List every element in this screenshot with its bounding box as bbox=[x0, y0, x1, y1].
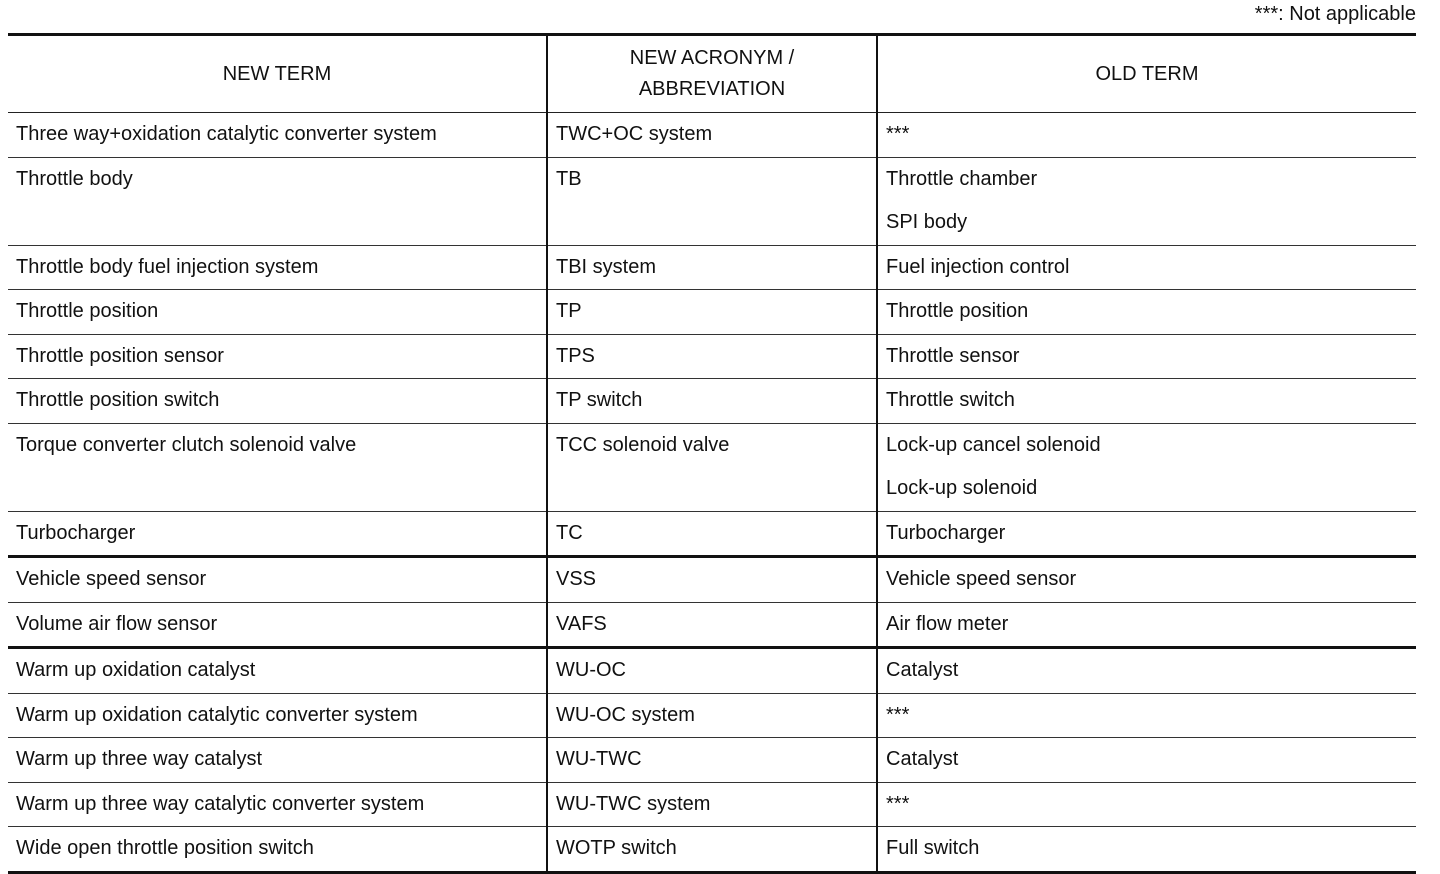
new-term-cell: Turbocharger bbox=[8, 511, 547, 557]
table-row bbox=[8, 511, 1416, 557]
acronym-cell: TWC+OC system bbox=[547, 113, 877, 158]
old-term-cell bbox=[877, 511, 1416, 557]
old-term-entry: Throttle position bbox=[886, 300, 1029, 322]
old-term-entry: *** bbox=[886, 703, 910, 726]
new-term-cell: Warm up three way catalyst bbox=[8, 738, 547, 783]
terms-table bbox=[8, 33, 1416, 874]
acronym-cell: VAFS bbox=[547, 602, 877, 648]
table-row bbox=[8, 827, 1416, 873]
old-term-entry: Catalyst bbox=[886, 748, 959, 770]
acronym-cell: WU-TWC system bbox=[547, 782, 877, 827]
header-acronym-line1: NEW ACRONYM / bbox=[629, 47, 795, 69]
old-term-entry: Vehicle speed sensor bbox=[886, 568, 1077, 590]
new-term-cell: Throttle position bbox=[8, 290, 547, 335]
old-term-entry: Lock-up solenoid bbox=[886, 477, 1038, 499]
acronym-cell: TCC solenoid valve bbox=[547, 423, 877, 511]
table-row bbox=[8, 648, 1416, 694]
acronym-cell: WOTP switch bbox=[547, 827, 877, 873]
old-term-cell bbox=[877, 827, 1416, 873]
table-row bbox=[8, 557, 1416, 603]
old-term-entry: Lock-up cancel solenoid bbox=[886, 433, 1101, 456]
header-new-acronym bbox=[547, 35, 877, 113]
header-row bbox=[8, 35, 1416, 113]
table-body bbox=[8, 113, 1416, 873]
old-term-cell bbox=[877, 113, 1416, 158]
new-term-cell: Warm up oxidation catalyst bbox=[8, 648, 547, 694]
old-term-entry: Throttle chamber bbox=[886, 167, 1038, 190]
old-term-entry: *** bbox=[886, 792, 910, 815]
old-term-cell bbox=[877, 245, 1416, 290]
table-row bbox=[8, 602, 1416, 648]
new-term-cell: Torque converter clutch solenoid valve bbox=[8, 423, 547, 511]
old-term-entry: SPI body bbox=[886, 211, 968, 233]
old-term-entry: Air flow meter bbox=[886, 612, 1009, 635]
new-term-cell: Warm up oxidation catalytic converter system bbox=[8, 693, 547, 738]
acronym-cell: WU-OC bbox=[547, 648, 877, 694]
acronym-cell: TPS bbox=[547, 334, 877, 379]
new-term-cell: Throttle body bbox=[8, 157, 547, 245]
acronym-cell: TC bbox=[547, 511, 877, 557]
old-term-entry: Turbocharger bbox=[886, 521, 1006, 544]
acronym-cell: TB bbox=[547, 157, 877, 245]
old-term-cell bbox=[877, 693, 1416, 738]
table-row bbox=[8, 157, 1416, 245]
new-term-cell: Throttle body fuel injection system bbox=[8, 245, 547, 290]
new-term-cell: Throttle position switch bbox=[8, 379, 547, 424]
new-term-cell: Wide open throttle position switch bbox=[8, 827, 547, 873]
old-term-entry: *** bbox=[886, 123, 910, 145]
table-row bbox=[8, 379, 1416, 424]
acronym-cell: TP bbox=[547, 290, 877, 335]
old-term-cell bbox=[877, 648, 1416, 694]
old-term-entry: Full switch bbox=[886, 837, 980, 859]
old-term-entry: Fuel injection control bbox=[886, 255, 1070, 278]
not-applicable-note: ***: Not applicable bbox=[1254, 3, 1416, 25]
new-term-cell: Three way+oxidation catalytic converter system bbox=[8, 113, 547, 158]
old-term-cell bbox=[877, 557, 1416, 603]
acronym-cell: TBI system bbox=[547, 245, 877, 290]
old-term-cell bbox=[877, 602, 1416, 648]
header-acronym-line2: ABBREVIATION bbox=[638, 78, 786, 100]
old-term-cell bbox=[877, 423, 1416, 511]
table-row bbox=[8, 782, 1416, 827]
table-row bbox=[8, 738, 1416, 783]
new-term-cell: Warm up three way catalytic converter system bbox=[8, 782, 547, 827]
new-term-cell: Volume air flow sensor bbox=[8, 602, 547, 648]
old-term-cell bbox=[877, 334, 1416, 379]
old-term-entry: Throttle switch bbox=[886, 389, 1015, 411]
new-term-cell: Throttle position sensor bbox=[8, 334, 547, 379]
acronym-cell: WU-OC system bbox=[547, 693, 877, 738]
table-row bbox=[8, 113, 1416, 158]
table-row bbox=[8, 693, 1416, 738]
acronym-cell: TP switch bbox=[547, 379, 877, 424]
header-new-term: NEW TERM bbox=[8, 35, 547, 113]
old-term-cell bbox=[877, 379, 1416, 424]
table-row bbox=[8, 334, 1416, 379]
table-row bbox=[8, 423, 1416, 511]
old-term-cell bbox=[877, 782, 1416, 827]
acronym-cell: WU-TWC bbox=[547, 738, 877, 783]
table-header bbox=[8, 35, 1416, 113]
header-old-term: OLD TERM bbox=[877, 35, 1416, 113]
table-row bbox=[8, 290, 1416, 335]
old-term-entry: Catalyst bbox=[886, 659, 959, 681]
old-term-entry: Throttle sensor bbox=[886, 344, 1020, 367]
old-term-cell bbox=[877, 738, 1416, 783]
new-term-cell: Vehicle speed sensor bbox=[8, 557, 547, 603]
old-term-cell bbox=[877, 290, 1416, 335]
table-row bbox=[8, 245, 1416, 290]
acronym-cell: VSS bbox=[547, 557, 877, 603]
old-term-cell bbox=[877, 157, 1416, 245]
